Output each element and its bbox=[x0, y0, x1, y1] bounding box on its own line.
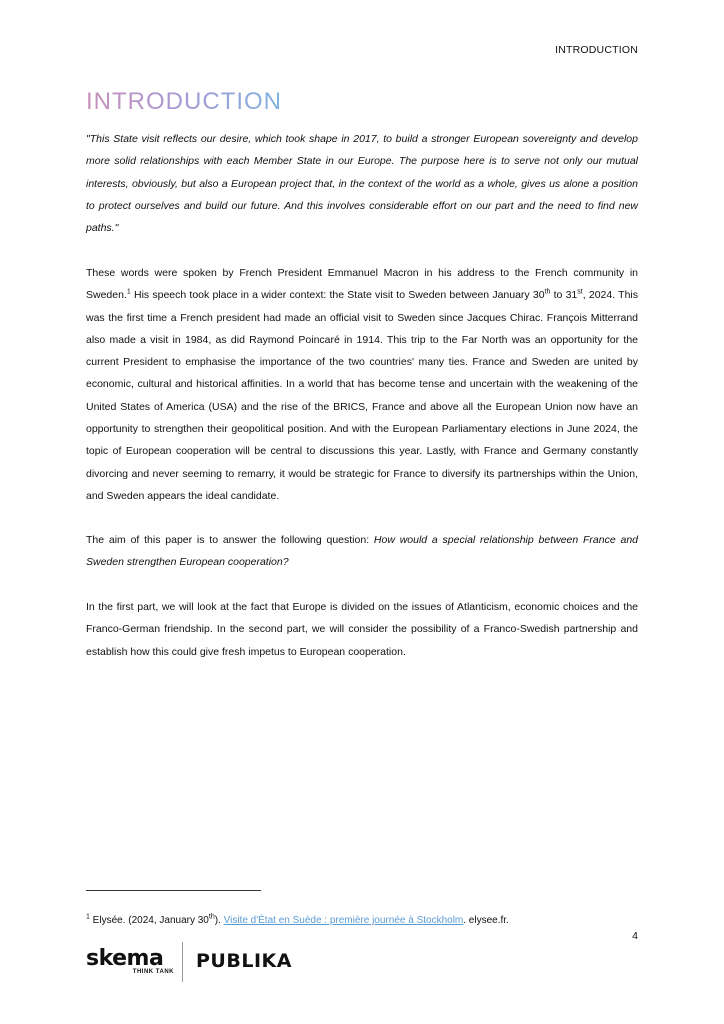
skema-logo-wordmark: skema bbox=[86, 946, 164, 971]
research-question-lead: The aim of this paper is to answer the following question: bbox=[86, 534, 374, 546]
skema-logo-subtitle: THINK TANK bbox=[132, 969, 174, 975]
footnote-number: 1 bbox=[86, 913, 90, 921]
paragraph-context-text-d: , 2024. This was the first time a French president had made an official visit to Sweden since Jacques Chirac. François Mitterrand also made a visit in 1984, as did Raymond Poincaré in 1914. This trip to the Far North was an opportunity for the current President to emphasise the importance of the two countries' many ties. France and Sweden are united by economic, cultural and historical affinities. In a world that has become tense and uncertain with the weakening of the United States of America (USA) and the rise of the BRICS, France and above all the European Union now have an opportunity to strengthen their geopolitical position. And with the European Parliamentary elections in June 2024, the topic of European cooperation will be central to discussions this year. Lastly, with France and Germany constantly divorcing and never seeming to remarry, it would be strategic for France to diversify its partnerships within the Union, and Sweden appears the ideal candidate. bbox=[86, 289, 638, 502]
footnote-prefix: Elysée. (2024, January 30 bbox=[89, 915, 209, 926]
paragraph-outline: In the first part, we will look at the fact that Europe is divided on the issues of Atlanticism, economic choices and the Franco-German friendship. In the second part, we will consider the possibility of a Franco-Swedish partnership and establish how this could give fresh impetus to European cooperation. bbox=[86, 601, 638, 658]
page-title: INTRODUCTION bbox=[86, 88, 282, 115]
logo-divider bbox=[182, 942, 183, 982]
footnote-suffix: . elysee.fr. bbox=[463, 915, 509, 926]
page-number: 4 bbox=[632, 930, 638, 942]
footnote-link[interactable]: Visite d'État en Suède : première journée à Stockholm bbox=[223, 915, 464, 926]
running-header: INTRODUCTION bbox=[555, 44, 638, 56]
paragraph-context-text-a: These words were spoken by French President Emmanuel Macron in his address to the French community in Sweden. bbox=[86, 267, 638, 302]
footnote-divider bbox=[86, 890, 261, 891]
paragraph-context-text-c: to 31 bbox=[550, 289, 578, 302]
paragraph-context bbox=[86, 262, 638, 507]
ordinal-suffix: st bbox=[577, 288, 583, 296]
ordinal-suffix: th bbox=[208, 913, 215, 921]
footnote bbox=[86, 915, 509, 926]
research-question: How would a special relationship between France and Sweden strengthen European cooperation? bbox=[86, 534, 638, 569]
publika-logo: PUBLIKA bbox=[196, 950, 292, 972]
footnote-mid: ). bbox=[214, 915, 224, 926]
paragraph-research-question bbox=[86, 529, 638, 574]
opening-quote: "This State visit reflects our desire, which took shape in 2017, to build a stronger European sovereignty and develop more solid relationships with each Member State in our Europe. The purpose here is to serve not only our mutual interests, obviously, but also a European project that, in the context of the world as a whole, gives us alone a position to protect ourselves and build our future. And this involves considerable effort on our part and the need to find new paths." bbox=[86, 133, 638, 235]
paragraph-context-text-b: His speech took place in a wider context: the State visit to Sweden between January 30 bbox=[130, 289, 545, 302]
skema-logo bbox=[86, 947, 174, 983]
footnote-reference[interactable]: 1 bbox=[126, 288, 131, 296]
ordinal-suffix: th bbox=[544, 288, 551, 296]
